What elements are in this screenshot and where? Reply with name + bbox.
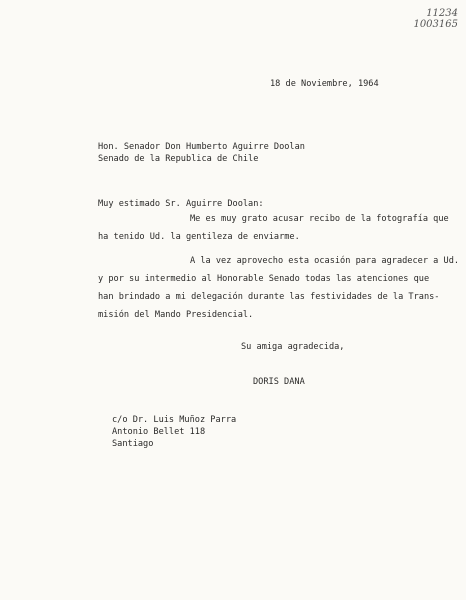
signature: DORIS DANA xyxy=(253,377,305,387)
paragraph2-line-3: han brindado a mi delegación durante las festividades de la Trans- xyxy=(98,292,440,302)
paragraph1-line-1: Me es muy grato acusar recibo de la fotografía que xyxy=(190,214,449,224)
care-of-line-1: c/o Dr. Luis Muñoz Parra xyxy=(112,415,237,425)
recipient-line-2: Senado de la Republica de Chile xyxy=(98,154,259,164)
care-of-line-3: Santiago xyxy=(112,439,154,449)
archive-ref-line-1: 11234 xyxy=(426,8,458,19)
archive-ref-line-2: 1003165 xyxy=(413,19,458,30)
letter-date: 18 de Noviembre, 1964 xyxy=(270,79,379,89)
paragraph2-line-1: A la vez aprovecho esta ocasión para agradecer a Ud. xyxy=(190,256,460,266)
paragraph1-line-2: ha tenido Ud. la gentileza de enviarme. xyxy=(98,232,300,242)
closing: Su amiga agradecida, xyxy=(241,342,345,352)
recipient-line-1: Hon. Senador Don Humberto Aguirre Doolan xyxy=(98,142,305,152)
paragraph2-line-2: y por su intermedio al Honorable Senado todas las atenciones que xyxy=(98,274,430,284)
care-of-line-2: Antonio Bellet 118 xyxy=(112,427,206,437)
salutation: Muy estimado Sr. Aguirre Doolan: xyxy=(98,199,264,209)
archive-reference xyxy=(413,8,458,30)
paragraph2-line-4: misión del Mando Presidencial. xyxy=(98,310,254,320)
